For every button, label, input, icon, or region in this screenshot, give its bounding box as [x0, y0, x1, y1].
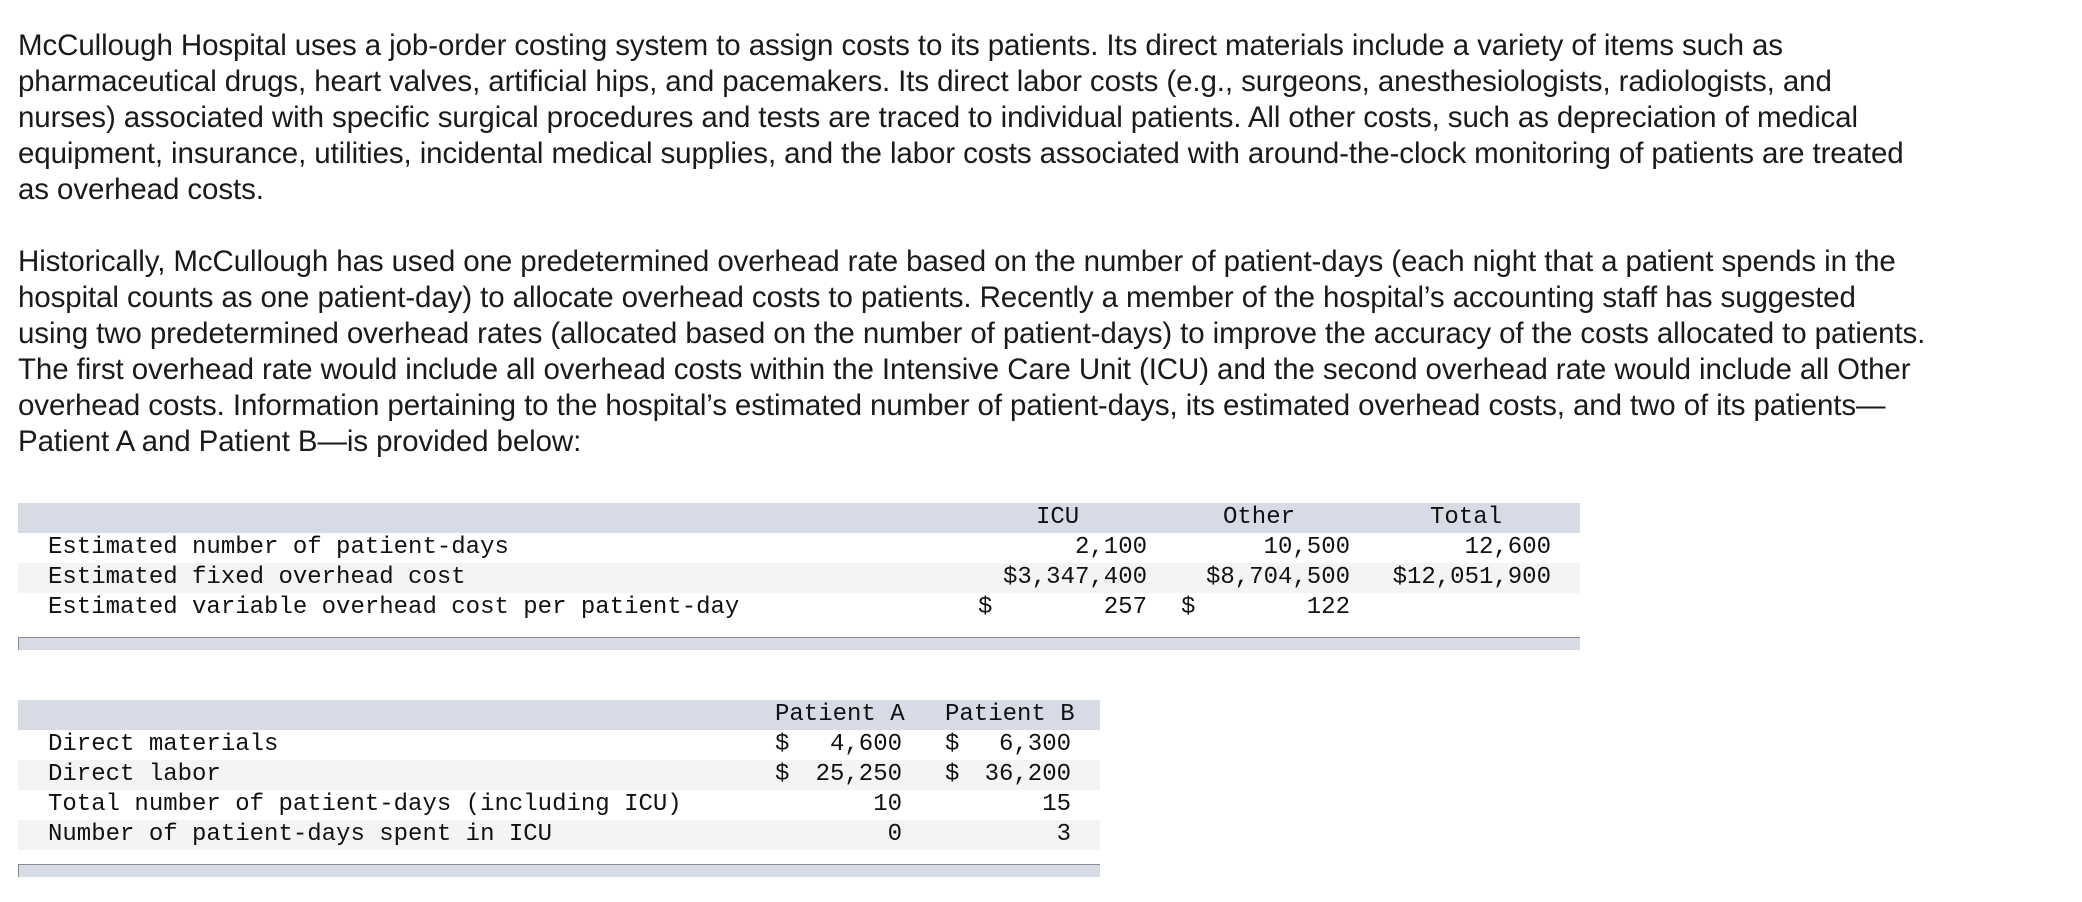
total-value: 12,600: [1464, 534, 1551, 561]
patient-a-value: 25,250: [815, 761, 902, 788]
patient-a-value: 10: [873, 791, 902, 818]
patient-a-value: 0: [887, 821, 902, 848]
table-row: [18, 533, 1580, 563]
header-patient-b: Patient B: [945, 701, 1075, 728]
table-row: [18, 820, 1100, 850]
table-row: [18, 593, 1580, 623]
icu-value: 257: [1103, 594, 1147, 621]
b-currency: $: [945, 731, 960, 758]
header-other: Other: [1223, 504, 1296, 531]
a-currency: $: [775, 731, 790, 758]
patient-b-value: 3: [1056, 821, 1071, 848]
table-row: [18, 760, 1100, 790]
table-footer-bar: [18, 864, 1100, 877]
header-icu: ICU: [1036, 504, 1080, 531]
b-currency: $: [945, 761, 960, 788]
icu-value: $3,347,400: [1002, 564, 1147, 591]
a-currency: $: [775, 761, 790, 788]
patient-a-value: 4,600: [829, 731, 902, 758]
patient-table: [18, 700, 1100, 877]
icu-value: 2,100: [1074, 534, 1147, 561]
patient-header-row: [18, 700, 1100, 730]
row-label: Estimated number of patient-days: [48, 534, 509, 561]
intro-paragraph: McCullough Hospital uses a job-order costing system to assign costs to its patients. Its direct materials include a variety of items such as pharmaceutical drugs, heart valves, artificial hips, and pacemakers. Its direct labor costs (e.g., surgeons, anesthesiologists, radiologists, and nurses) associated with specific surgical procedures and tests are traced to individual patients. All other costs, such as depreciation of medical equipment, insurance, utilities, incidental medical supplies, and the labor costs associated with around-the-clock monitoring of patients are treated as overhead costs.: [18, 29, 1904, 206]
overhead-header-row: [18, 503, 1580, 533]
row-label: Direct labor: [48, 761, 221, 788]
header-patient-a: Patient A: [775, 701, 905, 728]
row-label: Total number of patient-days (including ICU): [48, 791, 682, 818]
table-footer-bar: [18, 637, 1580, 650]
row-label: Direct materials: [48, 731, 279, 758]
other-value: $8,704,500: [1205, 564, 1350, 591]
other-value: 10,500: [1263, 534, 1350, 561]
other-currency: $: [1181, 594, 1196, 621]
total-value: $12,051,900: [1392, 564, 1551, 591]
patient-b-value: 15: [1042, 791, 1071, 818]
table-row: [18, 730, 1100, 760]
patient-b-value: 36,200: [984, 761, 1071, 788]
row-label: Estimated fixed overhead cost: [48, 564, 466, 591]
table-row: [18, 790, 1100, 820]
row-label: Number of patient-days spent in ICU: [48, 821, 553, 848]
row-label: Estimated variable overhead cost per patient-day: [48, 594, 740, 621]
table-row: [18, 563, 1580, 593]
overhead-table: [18, 503, 1580, 650]
icu-currency: $: [978, 594, 993, 621]
patient-b-value: 6,300: [998, 731, 1071, 758]
problem-text: [18, 28, 1928, 460]
other-value: 122: [1306, 594, 1350, 621]
context-paragraph: Historically, McCullough has used one predetermined overhead rate based on the number of patient-days (each night that a patient spends in the hospital counts as one patient-day) to allocate overhead costs to patients. Recently a member of the hospital’s accounting staff has suggested using two predetermined overhead rates (allocated based on the number of patient-days) to improve the accuracy of the costs allocated to patients. The first overhead rate would include all overhead costs within the Intensive Care Unit (ICU) and the second overhead rate would include all Other overhead costs. Information pertaining to the hospital’s estimated number of patient-days, its estimated overhead costs, and two of its patients—Patient A and Patient B—is provided below:: [18, 245, 1926, 458]
header-total: Total: [1430, 504, 1503, 531]
